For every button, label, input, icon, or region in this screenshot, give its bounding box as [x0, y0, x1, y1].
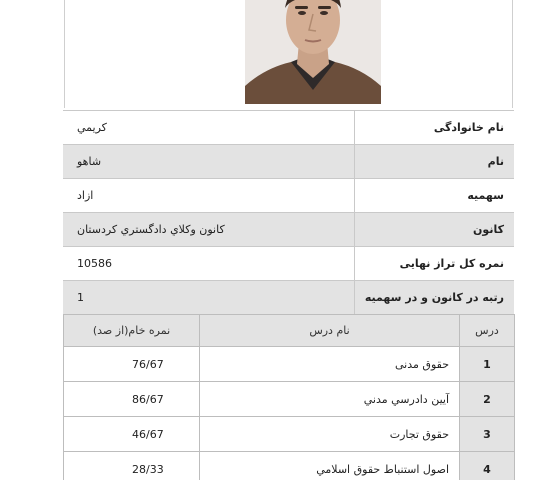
candidate-photo-image [245, 0, 381, 104]
course-number: 2 [460, 382, 515, 417]
first-name-label: نام [354, 145, 514, 179]
last-name-value: كريمي [63, 111, 354, 145]
course-number: 3 [460, 417, 515, 452]
bar-association-value: كانون وكلاي دادگستري كردستان [63, 213, 354, 247]
bar-association-label: کانون [354, 213, 514, 247]
course-score: 86/67 [64, 382, 200, 417]
course-name: حقوق تجارت [200, 417, 460, 452]
info-row-last-name [63, 111, 514, 145]
course-name-column-header: نام درس [200, 315, 460, 347]
quota-value: ازاد [63, 179, 354, 213]
course-table-header [64, 315, 515, 347]
course-score: 76/67 [64, 347, 200, 382]
info-row-bar-association [63, 213, 514, 247]
table-row [64, 417, 515, 452]
course-scores-table [63, 314, 515, 480]
candidate-photo [245, 0, 381, 104]
candidate-info-table [63, 110, 514, 315]
course-score: 46/67 [64, 417, 200, 452]
course-score: 28/33 [64, 452, 200, 480]
info-row-final-score [63, 247, 514, 281]
final-score-label: نمره کل تراز نهایی [354, 247, 514, 281]
info-row-rank [63, 281, 514, 315]
table-row [64, 382, 515, 417]
quota-label: سهمیه [354, 179, 514, 213]
course-name: آیین دادرسي مدني [200, 382, 460, 417]
last-name-label: نام خانوادگی [354, 111, 514, 145]
table-row [64, 452, 515, 480]
table-row [64, 347, 515, 382]
course-number: 4 [460, 452, 515, 480]
photo-frame [64, 0, 513, 108]
course-number-column-header: درس [460, 315, 515, 347]
course-number: 1 [460, 347, 515, 382]
info-row-first-name [63, 145, 514, 179]
first-name-value: شاهو [63, 145, 354, 179]
score-column-header: (نمره خام(از صد [64, 315, 200, 347]
rank-value: 1 [63, 281, 354, 315]
course-name: حقوق مدنی [200, 347, 460, 382]
course-name: اصول استنباط حقوق اسلامي [200, 452, 460, 480]
rank-label: رتبه در کانون و در سهمیه [354, 281, 514, 315]
info-row-quota [63, 179, 514, 213]
final-score-value: 10586 [63, 247, 354, 281]
